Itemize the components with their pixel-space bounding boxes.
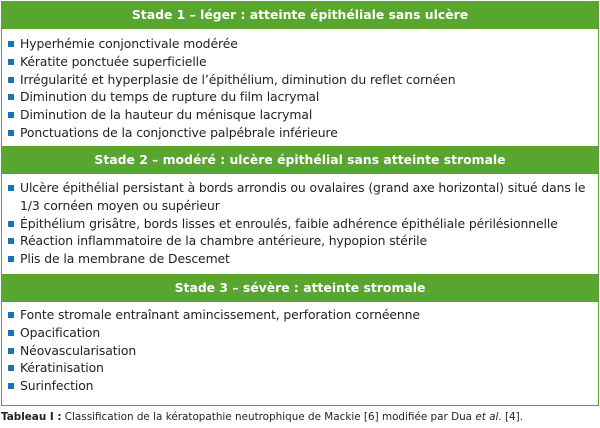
bullet-icon — [8, 383, 14, 389]
bullet-icon — [8, 330, 14, 336]
bullet-icon — [8, 256, 14, 262]
bullet-icon — [8, 59, 14, 65]
list-item: Hyperhémie conjonctivale modérée — [2, 35, 598, 53]
list-item: Fonte stromale entraînant amincissement, perforation cornéenne — [2, 306, 598, 324]
caption-italic: et al — [475, 411, 499, 423]
table-caption — [1, 410, 599, 424]
stage-2-title: Stade 2 – modéré : ulcère épithélial sans atteinte stromale — [94, 152, 506, 167]
list-item: Ponctuations de la conjonctive palpébrale inférieure — [2, 124, 598, 142]
list-item: Ulcère épithélial persistant à bords arrondis ou ovalaires (grand axe horizontal) situé dans le 1/3 cornéen moyen ou supérieur — [2, 179, 595, 215]
bullet-icon — [8, 238, 14, 244]
stage-2-body — [1, 174, 599, 279]
stage-3-list — [2, 306, 598, 395]
bullet-icon — [8, 185, 14, 191]
bullet-icon — [8, 130, 14, 136]
stage-1-header — [1, 1, 599, 29]
bullet-icon — [8, 94, 14, 100]
stage-1-list — [2, 35, 598, 142]
stage-2-list — [2, 179, 598, 268]
caption-label: Tableau I : — [1, 411, 62, 423]
stage-3-header — [1, 274, 599, 302]
list-item: Diminution de la hauteur du ménisque lacrymal — [2, 106, 598, 124]
bullet-icon — [8, 365, 14, 371]
caption-text: Classification de la kératopathie neutrophique de Mackie [6] modifiée par Dua — [61, 411, 476, 423]
bullet-icon — [8, 221, 14, 227]
list-item: Kératinisation — [2, 359, 598, 377]
bullet-icon — [8, 77, 14, 83]
stage-2-header — [1, 146, 599, 174]
bullet-icon — [8, 112, 14, 118]
list-item: Épithélium grisâtre, bords lisses et enroulés, faible adhérence épithéliale périlésionnelle — [2, 215, 598, 233]
list-item: Réaction inflammatoire de la chambre antérieure, hypopion stérile — [2, 232, 598, 250]
list-item: Kératite ponctuée superficielle — [2, 53, 598, 71]
list-item: Opacification — [2, 324, 598, 342]
caption-reference: . [4]. — [498, 411, 524, 423]
stage-1-title: Stade 1 – léger : atteinte épithéliale sans ulcère — [131, 7, 469, 22]
stage-1-body — [1, 29, 599, 152]
stage-3-body — [1, 302, 599, 406]
list-item: Diminution du temps de rupture du film lacrymal — [2, 88, 598, 106]
bullet-icon — [8, 41, 14, 47]
classification-table — [1, 1, 599, 407]
bullet-icon — [8, 348, 14, 354]
list-item: Surinfection — [2, 377, 598, 395]
bullet-icon — [8, 312, 14, 318]
list-item: Plis de la membrane de Descemet — [2, 250, 598, 268]
stage-3-title: Stade 3 – sévère : atteinte stromale — [174, 280, 426, 295]
list-item: Néovascularisation — [2, 342, 598, 360]
list-item: Irrégularité et hyperplasie de l’épithélium, diminution du reflet cornéen — [2, 71, 598, 89]
